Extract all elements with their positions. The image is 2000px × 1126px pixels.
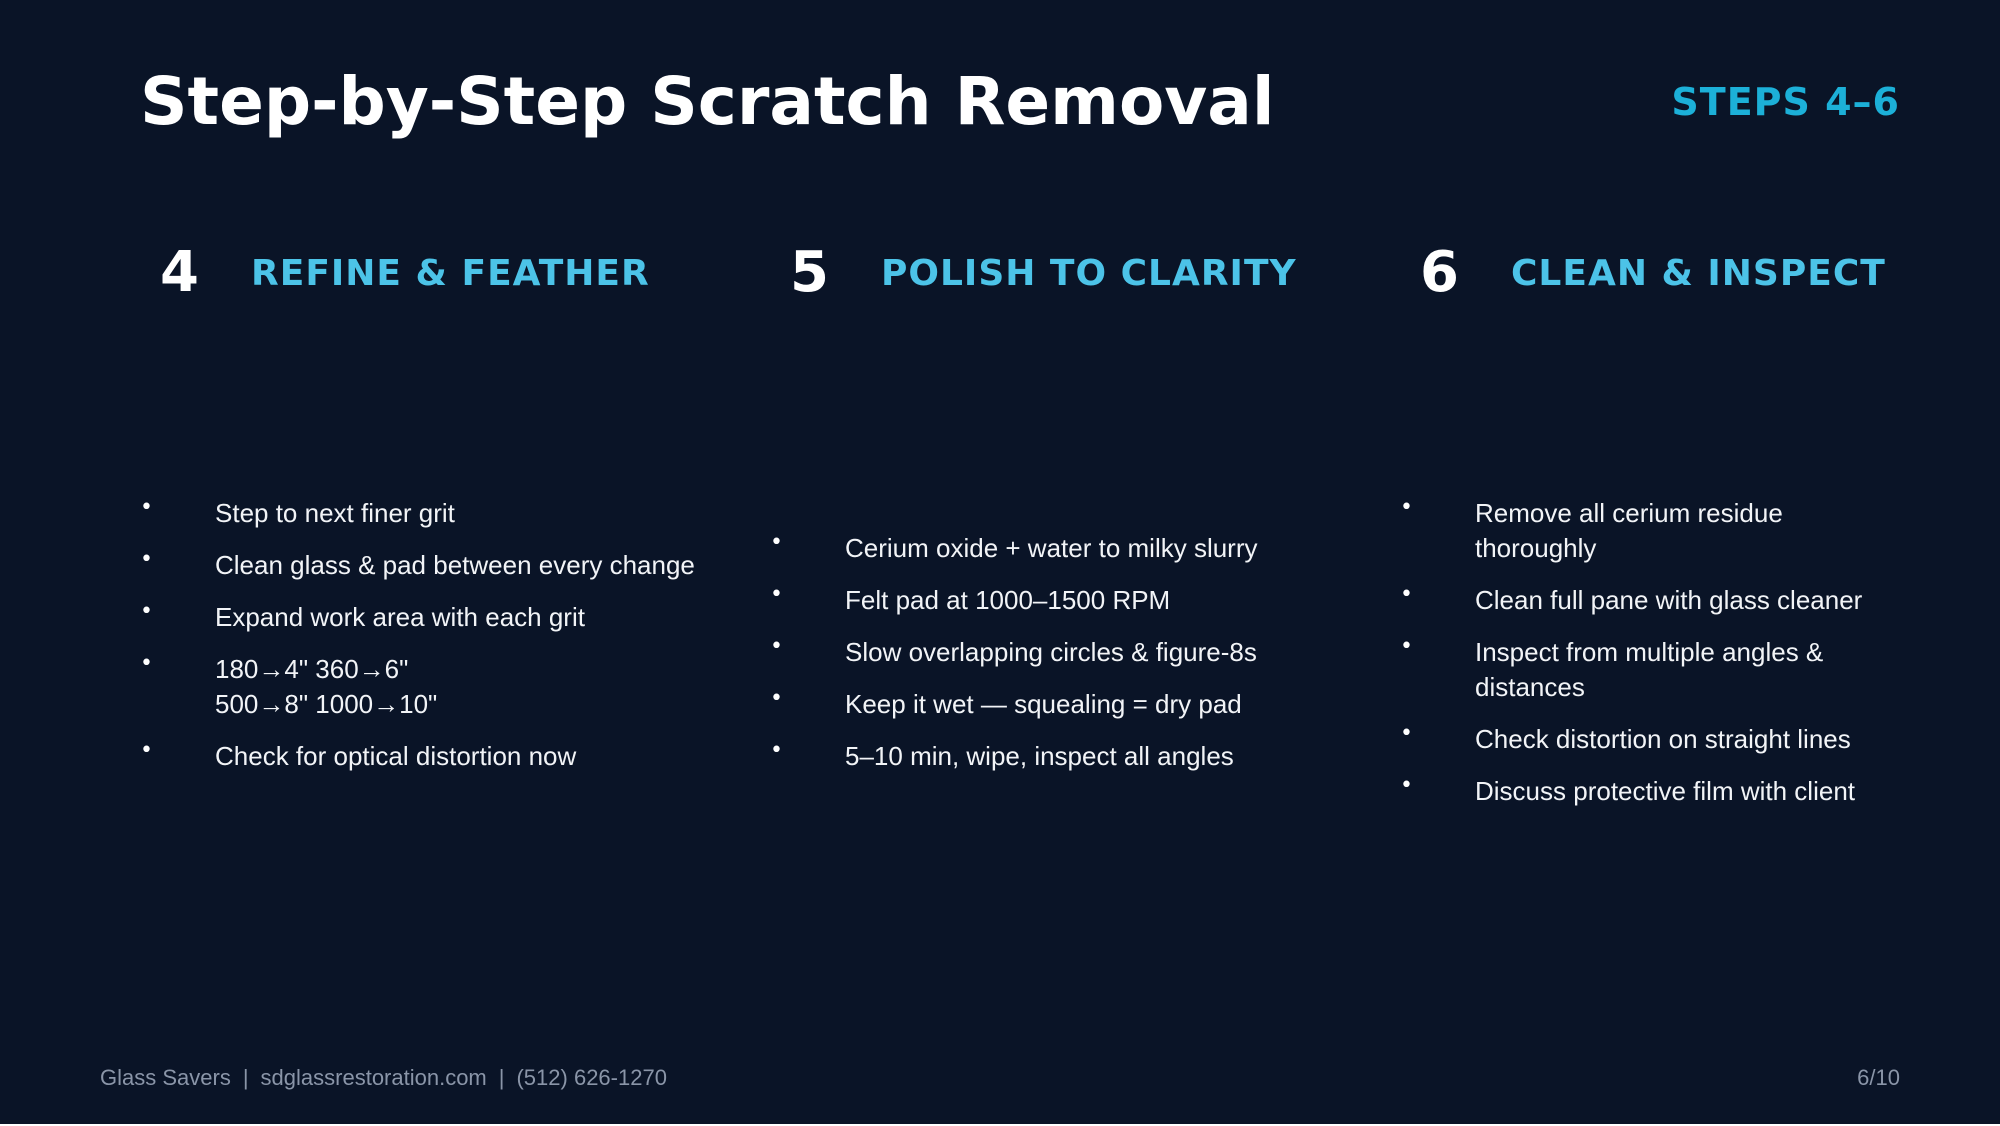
list-item — [770, 687, 1330, 722]
footer-company: Glass Savers — [100, 1065, 231, 1090]
footer-website: sdglassrestoration.com — [260, 1065, 487, 1090]
list-item — [140, 739, 700, 774]
bullet-text: Inspect from multiple angles & distances — [1475, 637, 1824, 702]
bullet-text: Expand work area with each grit — [215, 602, 585, 632]
step-column-4 — [140, 0, 700, 1124]
list-item — [1400, 635, 1960, 705]
bullet-text: 5–10 min, wipe, inspect all angles — [845, 741, 1234, 771]
bullet-text: Clean glass & pad between every change — [215, 550, 695, 580]
step-header — [770, 240, 1330, 310]
list-item — [140, 652, 700, 722]
list-item — [1400, 496, 1960, 566]
bullet-text: Clean full pane with glass cleaner — [1475, 585, 1863, 615]
step-title: CLEAN & INSPECT — [1511, 253, 1886, 294]
list-item — [1400, 583, 1960, 618]
footer-separator: | — [498, 1065, 505, 1090]
bullet-icon: • — [140, 738, 153, 763]
list-item — [770, 739, 1330, 774]
bullet-icon: • — [770, 530, 783, 555]
list-item — [140, 600, 700, 635]
step-number: 4 — [160, 240, 199, 305]
bullet-text: Felt pad at 1000–1500 RPM — [845, 585, 1171, 615]
bullet-text: Check distortion on straight lines — [1475, 724, 1851, 754]
bullet-icon: • — [1400, 634, 1413, 659]
step-title: REFINE & FEATHER — [251, 253, 650, 294]
bullet-icon: • — [140, 495, 153, 520]
list-item — [770, 583, 1330, 618]
step-number: 6 — [1420, 240, 1459, 305]
list-item — [1400, 774, 1960, 809]
step-column-5 — [770, 0, 1330, 1124]
bullet-text: Cerium oxide + water to milky slurry — [845, 533, 1258, 563]
list-item — [140, 548, 700, 583]
steps-tag: STEPS 4–6 — [1671, 80, 1900, 124]
bullet-text: Keep it wet — squealing = dry pad — [845, 689, 1242, 719]
list-item — [1400, 722, 1960, 757]
bullet-list — [140, 496, 700, 791]
bullet-icon: • — [1400, 773, 1413, 798]
step-header — [1400, 240, 1960, 310]
bullet-icon: • — [770, 634, 783, 659]
footer-separator: | — [242, 1065, 249, 1090]
bullet-icon: • — [770, 686, 783, 711]
list-item — [770, 635, 1330, 670]
bullet-icon: • — [140, 547, 153, 572]
bullet-icon: • — [140, 651, 153, 676]
footer-phone: (512) 626-1270 — [516, 1065, 667, 1090]
bullet-text: Step to next finer grit — [215, 498, 455, 528]
bullet-icon: • — [770, 738, 783, 763]
bullet-text: 180→4" 360→6" 500→8" 1000→10" — [215, 654, 438, 719]
bullet-icon: • — [1400, 495, 1413, 520]
bullet-text: Remove all cerium residue thoroughly — [1475, 498, 1783, 563]
bullet-icon: • — [770, 582, 783, 607]
bullet-list — [770, 531, 1330, 791]
step-title: POLISH TO CLARITY — [881, 253, 1297, 294]
bullet-text: Check for optical distortion now — [215, 741, 577, 771]
page-number: 6/10 — [1857, 1065, 1900, 1090]
step-number: 5 — [790, 240, 829, 305]
list-item — [140, 496, 700, 531]
bullet-text: Discuss protective film with client — [1475, 776, 1855, 806]
bullet-list — [1400, 496, 1960, 826]
footer-contact — [100, 1063, 667, 1093]
bullet-text: Slow overlapping circles & figure-8s — [845, 637, 1257, 667]
step-column-6 — [1400, 0, 1960, 1124]
step-header — [140, 240, 700, 310]
bullet-icon: • — [1400, 721, 1413, 746]
list-item — [770, 531, 1330, 566]
slide-title: Step-by-Step Scratch Removal — [140, 63, 1275, 140]
bullet-icon: • — [140, 599, 153, 624]
bullet-icon: • — [1400, 582, 1413, 607]
